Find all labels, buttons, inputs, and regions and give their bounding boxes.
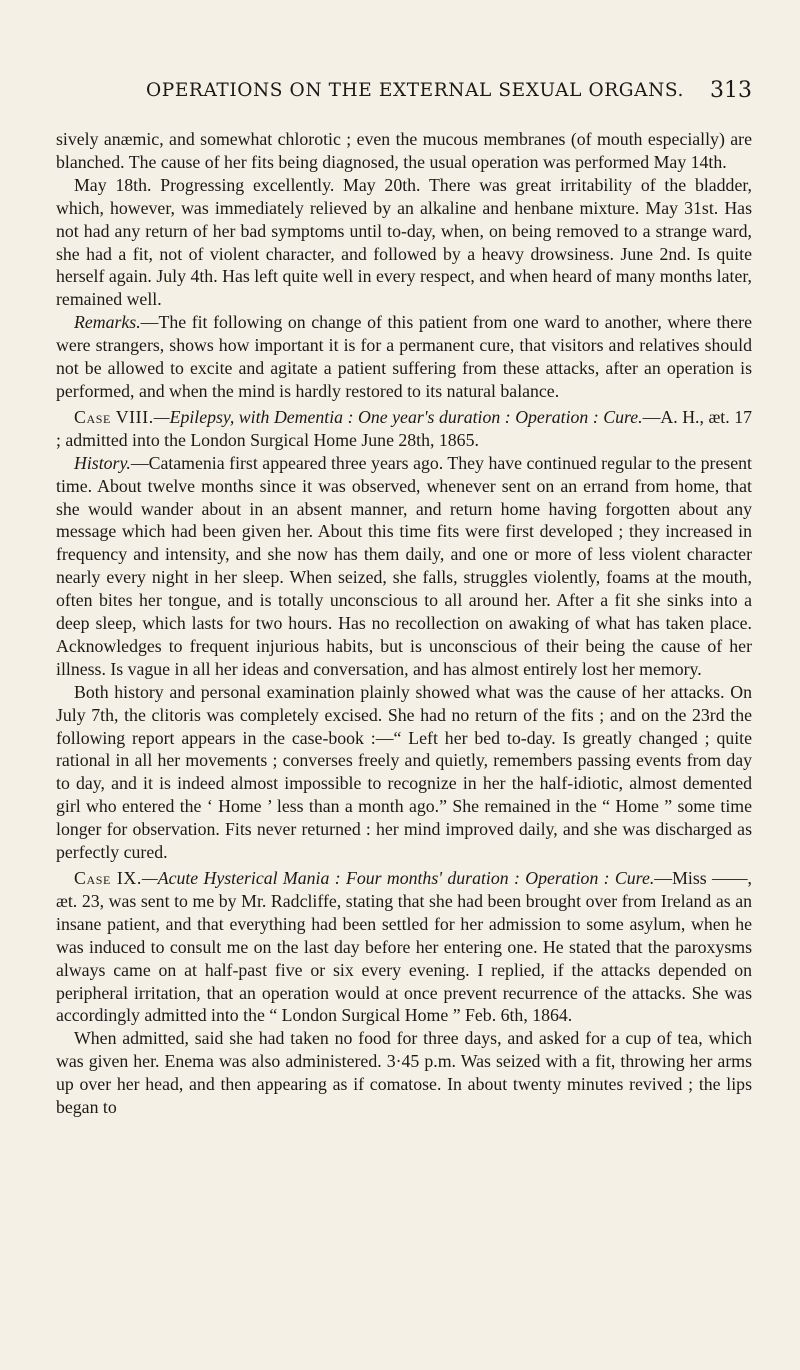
paragraph-progress-notes: May 18th. Progressing excellently. May 20th. There was great irritability of the bladder, which, however, was immediately relieved by an alkaline and henbane mixture. May 31st. Has not had any return of her bad symptoms until to-day, when, on being removed to a strange ward, she had a fit, not of violent character, and followed by a heavy drowsiness. June 2nd. Is quite herself again. July 4th. Has left quite well in every respect, and when heard of many months later, remained well. [56, 174, 752, 310]
running-head: OPERATIONS ON THE EXTERNAL SEXUAL ORGANS. [146, 80, 685, 101]
paragraph-history [56, 452, 752, 681]
case-9-details: —Miss ——, æt. 23, was sent to me by Mr. Radcliffe, stating that she had been brought over from Ireland as an insane patient, and that everything had been settled for her admission to some asylum, when he was induced to consult me on the last day before her entering one. He stated that the paroxysms always came on at half-past five or six every evening. I replied, if the attacks depended on peripheral irritation, that an operation would at once prevent recurrence of the attacks. She was accordingly admitted into the “ London Surgical Home ” Feb. 6th, 1864. [56, 868, 753, 1026]
case-9-title: —Acute Hysterical Mania : Four months' duration : Operation : Cure. [141, 868, 655, 888]
page-header [56, 78, 752, 112]
case-8-heading [56, 406, 752, 452]
page-number: 313 [710, 78, 752, 103]
case-8-label: Case VIII. [74, 406, 154, 427]
case-9-heading [56, 867, 752, 1027]
paragraph-continuation: sively anæmic, and somewhat chlorotic ; even the mucous membranes (of mouth especially) are blanched. The cause of her fits being diagnosed, the usual operation was performed May 14th. [56, 129, 752, 172]
paragraph-outcome: Both history and personal examination plainly showed what was the cause of her attacks. On July 7th, the clitoris was completely excised. She had no return of the fits ; and on the 23rd the following report appears in the case-book :—“ Left her bed to-day. Is greatly changed ; quite rational in all her movements ; converses freely and quietly, remembers passing events from day to day, and it is indeed almost impossible to recognize in her the half-idiotic, almost demented girl who entered the ‘ Home ’ less than a month ago.” She remained in the “ Home ” some time longer for observation. Fits never returned : her mind improved daily, and she was discharged as perfectly cured. [56, 681, 752, 863]
history-label: History. [74, 452, 131, 473]
remarks-text: —The fit following on change of this patient from one ward to another, where there were strangers, shows how important it is for a permanent cure, that visitors and relatives should not be allowed to excite and agitate a patient suffering from these attacks, after an operation is performed, and when the mind is hardly restored to its natural balance. [56, 312, 752, 401]
body-text [56, 128, 752, 1119]
remarks-label: Remarks. [74, 312, 141, 333]
case-8-details: —A. H., æt. 17 ; admitted into the London Surgical Home June 28th, 1865. [56, 406, 752, 450]
history-text: —Catamenia first appeared three years ago. They have continued regular to the present time. About twelve months since it was observed, whenever sent on an errand from home, that she would wander about in an absent manner, and return home having forgotten about any message which had been given her. About this time fits were first developed ; they increased in frequency and intensity, and she now has them daily, and one or more of less violent character nearly every night in her sleep. When seized, she falls, struggles violently, foams at the mouth, often bites her tongue, and is totally unconscious to all around her. After a fit she sinks into a deep sleep, which lasts for two hours. Has no recollection on awaking of what has taken place. Acknowledges to frequent injurious habits, but is unconscious of their being the cause of her illness. Is vague in all her ideas and conversation, and has almost entirely lost her memory. [56, 452, 752, 679]
case-8-title: —Epilepsy, with Dementia : One year's duration : Operation : Cure. [153, 406, 643, 427]
case-9-label: Case IX. [74, 868, 142, 888]
paragraph-admission: When admitted, said she had taken no food for three days, and asked for a cup of tea, which was given her. Enema was also administered. 3·45 p.m. Was seized with a fit, throwing her arms up over her head, and then appearing as if comatose. In about twenty minutes revived ; the lips began to [56, 1028, 752, 1118]
paragraph-remarks [56, 311, 752, 403]
